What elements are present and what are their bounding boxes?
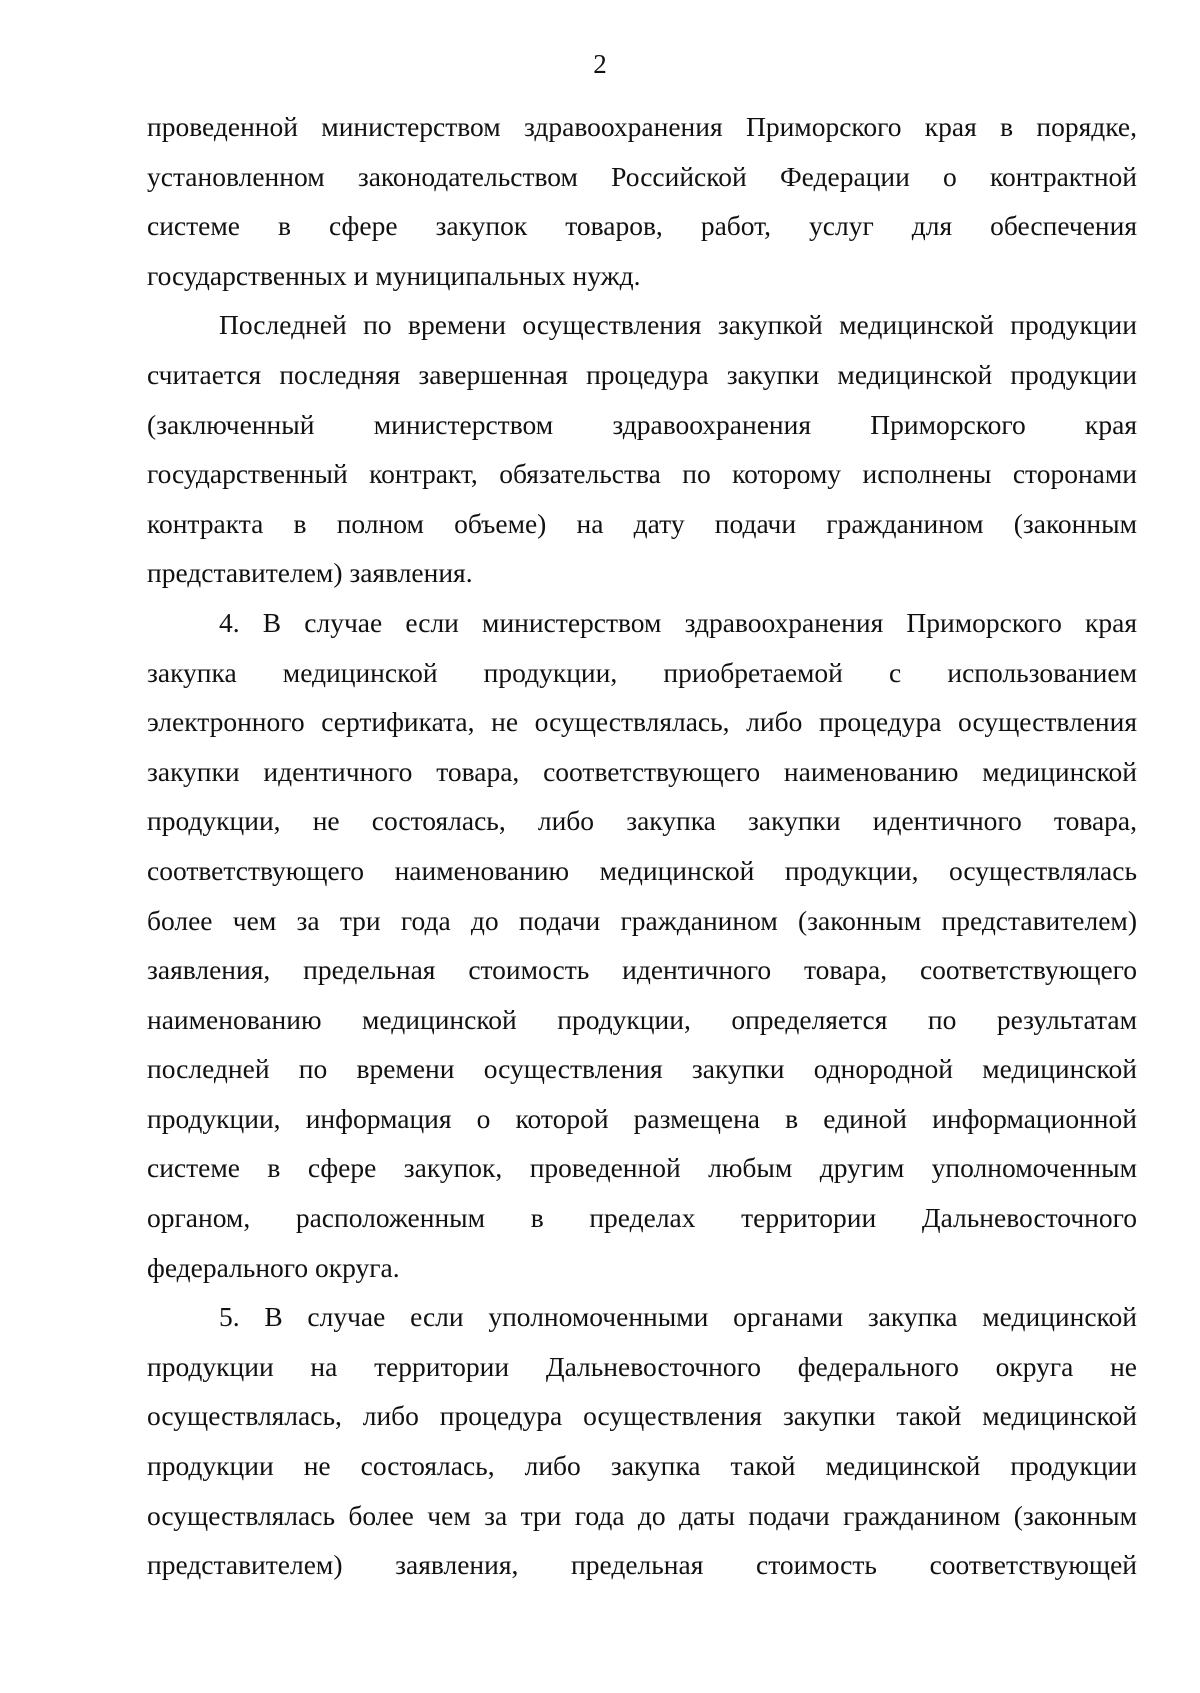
paragraph: [147, 300, 1137, 598]
paragraph-line: продукции не состоялась, либо закупка такой медицинской продукции: [147, 1450, 1137, 1482]
paragraph-line: более чем за три года до подачи гражданином (законным представителем): [147, 904, 1137, 936]
paragraph-line: проведенной министерством здравоохранения Приморского края в порядке,: [147, 111, 1137, 142]
paragraph-line: соответствующего наименованию медицинской продукции, осуществлялась: [147, 854, 1137, 886]
paragraph-line: продукции на территории Дальневосточного федерального округа не: [147, 1350, 1137, 1382]
paragraph-line: 5. В случае если уполномоченными органами закупка медицинской: [219, 1301, 1137, 1333]
paragraph-line: заявления, предельная стоимость идентичного товара, соответствующего: [147, 954, 1137, 986]
paragraph-line: Последней по времени осуществления закупкой медицинской продукции: [219, 309, 1137, 341]
paragraph: [147, 102, 1137, 300]
paragraph-line: государственных и муниципальных нужд.: [147, 259, 641, 291]
paragraph-line: федерального округа.: [147, 1251, 400, 1283]
paragraph-line: (заключенный министерством здравоохранения Приморского края: [147, 408, 1137, 440]
paragraph-line: продукции, информация о которой размещена в единой информационной: [147, 1102, 1137, 1134]
paragraph-line: считается последняя завершенная процедура закупки медицинской продукции: [147, 358, 1137, 390]
page-number: 2: [593, 49, 607, 79]
paragraph-line: 4. В случае если министерством здравоохранения Приморского края: [219, 606, 1137, 638]
paragraph-line: системе в сфере закупок, проведенной любым другим уполномоченным: [147, 1152, 1137, 1184]
paragraph-line: представителем) заявления, предельная стоимость соответствующей: [147, 1549, 1137, 1581]
paragraph-line: государственный контракт, обязательства по которому исполнены сторонами: [147, 458, 1137, 490]
paragraph-line: электронного сертификата, не осуществлялась, либо процедура осуществления: [147, 706, 1137, 738]
paragraph-line: осуществлялась более чем за три года до даты подачи гражданином (законным: [147, 1499, 1137, 1531]
document-body: [147, 102, 1137, 1590]
paragraph-line: закупки идентичного товара, соответствующего наименованию медицинской: [147, 755, 1137, 787]
paragraph-line: закупка медицинской продукции, приобретаемой с использованием: [147, 656, 1137, 688]
paragraph: [147, 1292, 1137, 1590]
paragraph-line: органом, расположенным в пределах территории Дальневосточного: [147, 1202, 1137, 1234]
paragraph-line: системе в сфере закупок товаров, работ, услуг для обеспечения: [147, 210, 1137, 242]
paragraph-line: контракта в полном объеме) на дату подачи гражданином (законным: [147, 507, 1137, 539]
paragraph-line: последней по времени осуществления закупки однородной медицинской: [147, 1053, 1137, 1085]
paragraph-line: осуществлялась, либо процедура осуществления закупки такой медицинской: [147, 1400, 1137, 1432]
paragraph-line: представителем) заявления.: [147, 557, 473, 589]
paragraph-line: продукции, не состоялась, либо закупка закупки идентичного товара,: [147, 805, 1137, 837]
paragraph-line: установленном законодательством Российской Федерации о контрактной: [147, 160, 1137, 192]
paragraph: [147, 598, 1137, 1292]
paragraph-line: наименованию медицинской продукции, определяется по результатам: [147, 1003, 1137, 1035]
